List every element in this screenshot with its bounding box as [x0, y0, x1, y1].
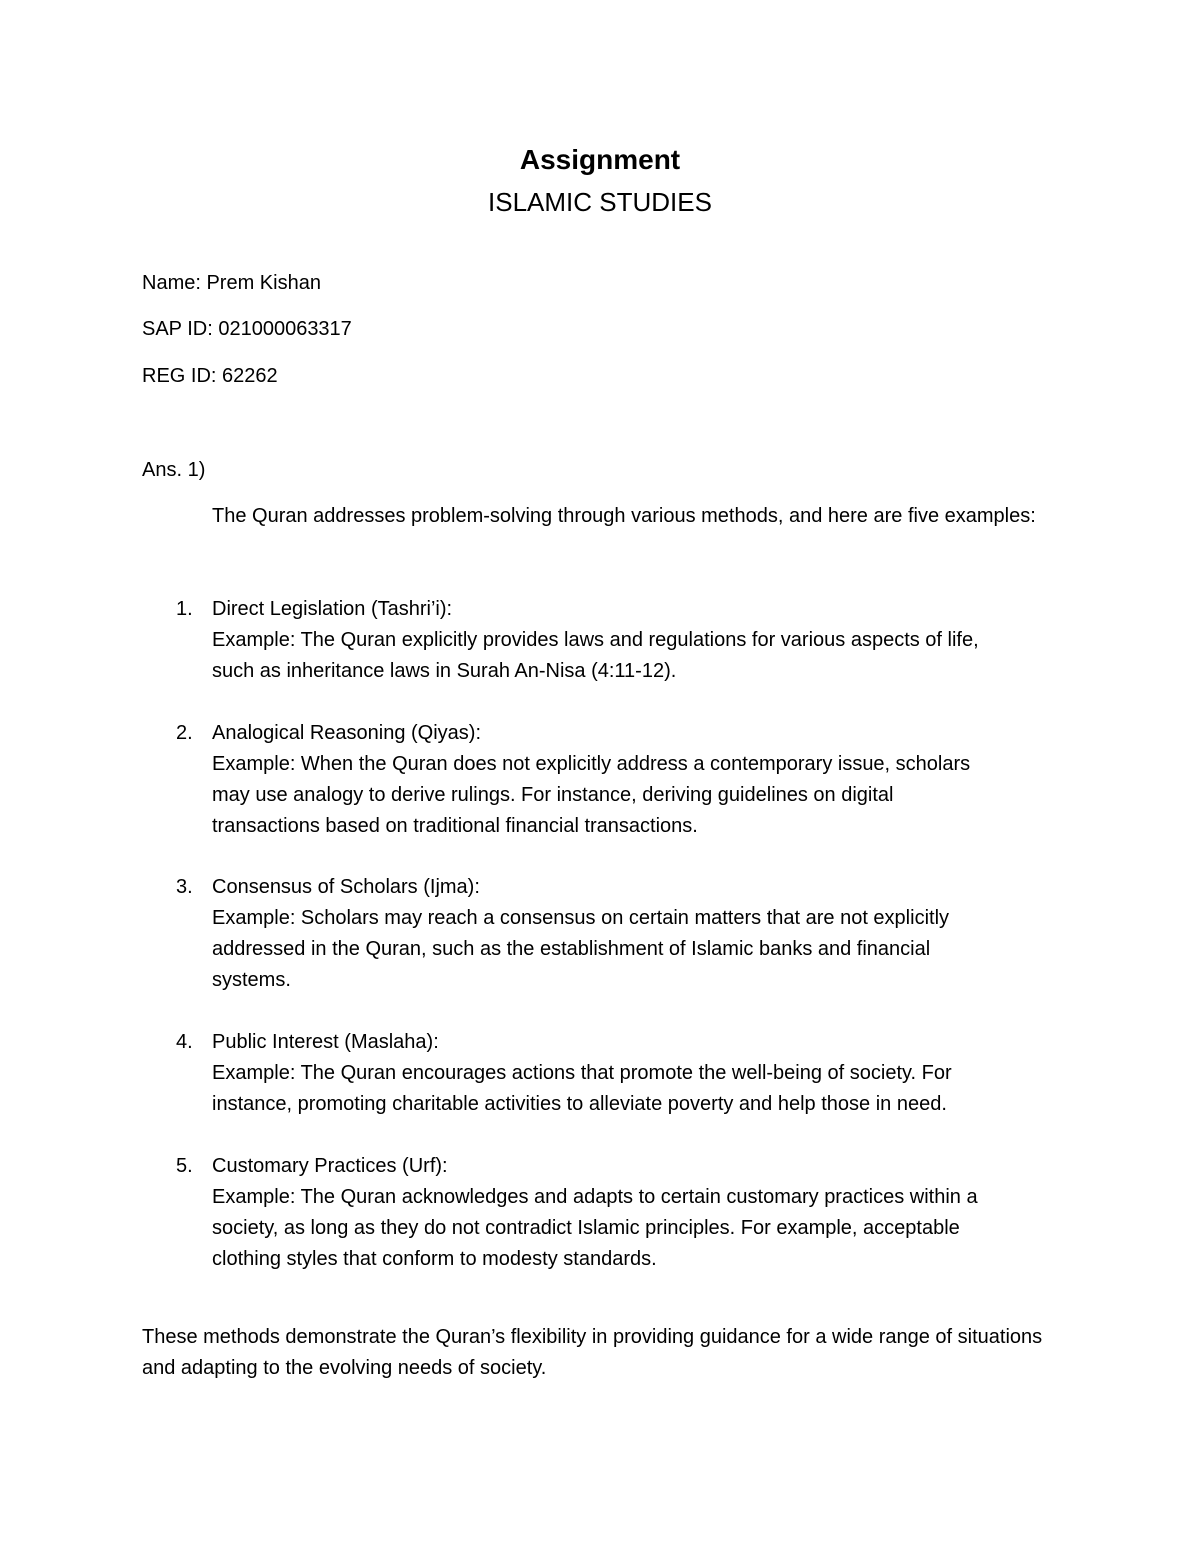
- list-item-line: addressed in the Quran, such as the establishment of Islamic banks and financial: [212, 938, 931, 960]
- list-item-line: Example: The Quran acknowledges and adapts to certain customary practices within a: [212, 1186, 978, 1208]
- answer-intro: The Quran addresses problem-solving through various methods, and here are five examples:: [212, 505, 1036, 527]
- list-item-line: instance, promoting charitable activities to alleviate poverty and help those in need.: [212, 1093, 947, 1115]
- list-item-number: 3.: [176, 876, 193, 898]
- list-item-line: Example: The Quran encourages actions that promote the well-being of society. For: [212, 1062, 952, 1084]
- answer-label: Ans. 1): [142, 459, 206, 481]
- document-subtitle: ISLAMIC STUDIES: [488, 187, 712, 217]
- list-item-line: Example: The Quran explicitly provides laws and regulations for various aspects of life,: [212, 629, 979, 651]
- conclusion-paragraph: These methods demonstrate the Quran’s flexibility in providing guidance for a wide range of situations and adapting to the evolving needs of society.: [142, 1326, 1043, 1379]
- list-item-line: clothing styles that conform to modesty standards.: [212, 1248, 657, 1270]
- student-name: Name: Prem Kishan: [142, 272, 321, 294]
- list-item-heading: Public Interest (Maslaha):: [212, 1031, 439, 1053]
- list-item-line: transactions based on traditional financial transactions.: [212, 815, 698, 837]
- list-item-line: society, as long as they do not contradict Islamic principles. For example, acceptable: [212, 1217, 960, 1239]
- document-title: Assignment: [519, 144, 681, 175]
- list-item-heading: Consensus of Scholars (Ijma):: [212, 876, 480, 898]
- list-item-line: Example: When the Quran does not explicitly address a contemporary issue, scholars: [212, 753, 971, 775]
- list-item-number: 4.: [176, 1031, 193, 1053]
- list-item-number: 5.: [176, 1155, 193, 1177]
- list-item-number: 1.: [176, 598, 193, 620]
- sap-id: SAP ID: 021000063317: [142, 318, 352, 340]
- list-item-heading: Customary Practices (Urf):: [212, 1155, 448, 1177]
- list-item-heading: Analogical Reasoning (Qiyas):: [212, 722, 482, 744]
- list-item-line: systems.: [212, 969, 291, 991]
- list-item-line: may use analogy to derive rulings. For instance, deriving guidelines on digital: [212, 784, 894, 806]
- reg-id: REG ID: 62262: [142, 365, 278, 387]
- list-item-number: 2.: [176, 722, 193, 744]
- list-item-line: Example: Scholars may reach a consensus on certain matters that are not explicitly: [212, 907, 950, 929]
- list-item-heading: Direct Legislation (Tashri’i):: [212, 598, 453, 620]
- list-item-line: such as inheritance laws in Surah An-Nisa (4:11-12).: [212, 660, 677, 682]
